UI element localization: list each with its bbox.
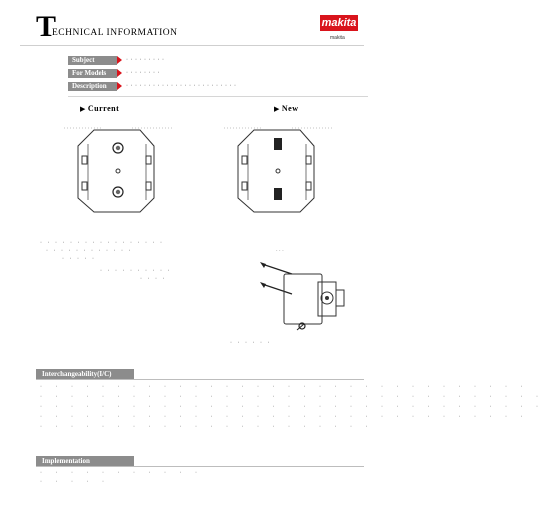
diagram-caption: · · · · · · xyxy=(230,340,272,346)
description-underline xyxy=(68,96,368,97)
bullet-icon xyxy=(117,56,122,64)
text-line: · · · · xyxy=(140,276,167,282)
play-arrow-icon: ▶ xyxy=(80,105,86,113)
title-initial: T xyxy=(36,10,56,43)
new-part-drawing xyxy=(222,116,337,221)
interchangeability-header: Interchangeability(I/C) xyxy=(36,369,134,379)
subject-label: Subject xyxy=(68,56,117,65)
text-line: · · · · · xyxy=(62,256,96,262)
text-line: · · · · · · · · · · · · xyxy=(46,248,133,254)
text-line: · · · · · · · · · · · · · · · · · · · · · · · · · · · · · · · · · xyxy=(40,394,544,400)
svg-text:· · ·: · · · xyxy=(276,248,284,254)
bullet-icon xyxy=(117,69,122,77)
text-line: · · · · · · · · · · · · · · · · · · · · · · xyxy=(40,424,374,430)
text-line: · · · · · xyxy=(40,479,110,485)
current-label: ▶ Current xyxy=(80,104,120,113)
header-rule xyxy=(20,45,364,46)
text-line: · · · · · · · · · · xyxy=(100,268,172,274)
text-line: · · · · · · · · · · · · · · · · · · · · · · · · · · · · · · · · xyxy=(40,384,529,390)
bullet-icon xyxy=(117,82,122,90)
new-label: ▶ New xyxy=(274,104,299,113)
for-models-label: For Models xyxy=(68,69,117,78)
play-arrow-icon: ▶ xyxy=(274,105,280,113)
description-label: Description xyxy=(68,82,117,91)
section-rule xyxy=(36,466,364,467)
current-part-drawing xyxy=(62,116,177,221)
motor-assembly-illustration xyxy=(252,240,352,340)
text-line: · · · · · · · · · · · · · · · · · xyxy=(40,240,164,246)
text-line: · · · · · · · · · · · · · · · · · · · · · · · · · · · · · · · · xyxy=(40,414,529,420)
for-models-value: · · · · · · · · xyxy=(126,70,160,76)
logo-subtext: makita xyxy=(330,35,345,41)
text-line: · · · · · · · · · · · xyxy=(40,470,203,476)
description-value: · · · · · · · · · · · · · · · · · · · · · · · · · xyxy=(126,83,237,89)
makita-logo: makita xyxy=(321,17,357,29)
section-rule xyxy=(36,379,364,380)
implementation-header: Implementation xyxy=(36,456,134,466)
text-line: · · · · · · · · · · · · · · · · · · · · · · · · · · · · · · · · · xyxy=(40,404,544,410)
page-title: ECHNICAL INFORMATION xyxy=(52,28,178,38)
subject-value: · · · · · · · · · xyxy=(126,57,165,63)
